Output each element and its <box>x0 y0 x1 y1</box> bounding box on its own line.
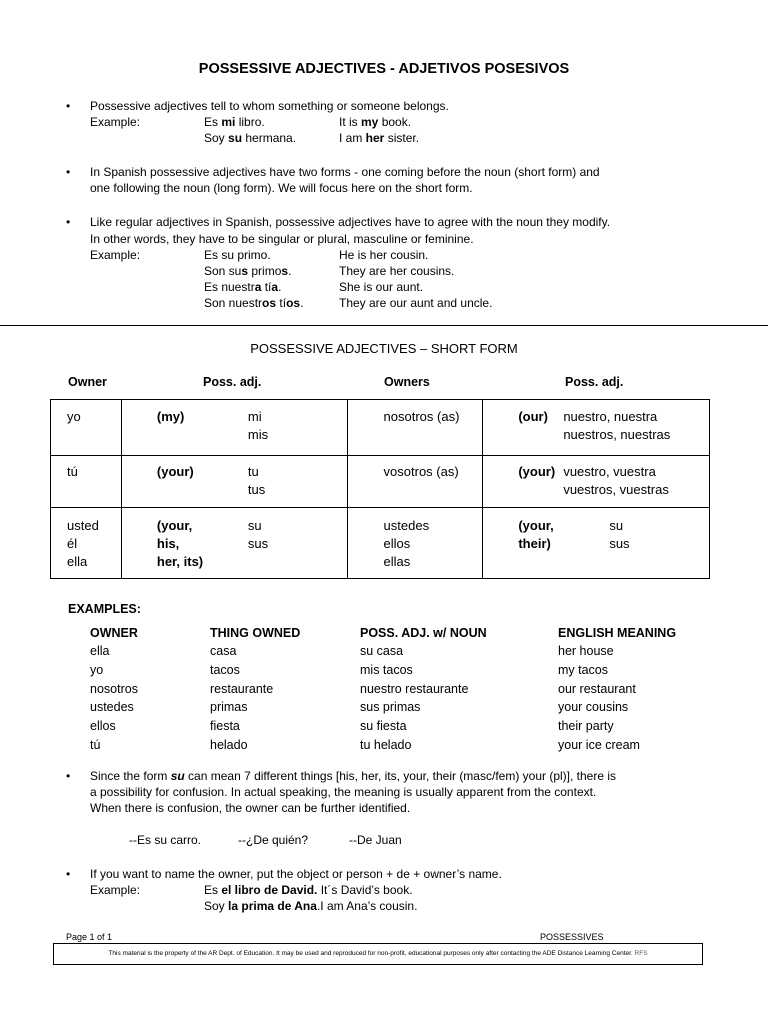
owner-note-line: If you want to name the owner, put the object or person + de + owner’s name. <box>90 867 502 881</box>
poss-plural-cell: (your) vuestro, vuestra vuestros, vuestras <box>483 456 710 508</box>
example-poss-noun: mis tacos <box>360 663 413 677</box>
example-english: They are her cousins. <box>339 264 455 278</box>
example-thing: tacos <box>210 663 240 677</box>
dialog-line: --De Juan <box>349 833 402 847</box>
bullet: • <box>66 215 71 229</box>
example-english: my tacos <box>558 663 609 677</box>
example-spanish: Son nuestros tíos. <box>204 296 304 310</box>
poss-cell: (your, his, her, its) su sus <box>121 508 347 579</box>
intro-agreement-line: In other words, they have to be singular or plural, masculine or feminine. <box>90 232 474 246</box>
example-owner: yo <box>90 663 104 677</box>
example-spanish: Es su primo. <box>204 248 271 262</box>
example-english: your ice cream <box>558 738 640 752</box>
example-english: He is her cousin. <box>339 248 429 262</box>
owners-cell: vosotros (as) <box>347 456 483 508</box>
example-owner: ella <box>90 644 110 658</box>
bullet: • <box>66 165 71 179</box>
page-number: Page 1 of 1 <box>66 932 113 942</box>
su-note-line: Since the form su can mean 7 different things [his, her, its, your, their (masc/fem) your (pl)], there is <box>90 769 617 783</box>
page-title: POSSESSIVE ADJECTIVES - ADJETIVOS POSESIVOS <box>198 61 570 77</box>
example-poss-noun: sus primas <box>360 700 421 714</box>
header-owner: Owner <box>68 375 107 389</box>
owner-cell: tú <box>51 456 122 508</box>
example-owner: nosotros <box>90 682 138 696</box>
example-english: I am her sister. <box>339 131 420 145</box>
example-english: It is my book. <box>339 115 412 129</box>
example-poss-noun: su casa <box>360 644 404 658</box>
example-label: Example: <box>90 248 141 262</box>
example-poss-noun: su fiesta <box>360 719 407 733</box>
intro-definition: Possessive adjectives tell to whom something or someone belongs. <box>90 99 449 113</box>
su-note-line: When there is confusion, the owner can be further identified. <box>90 801 411 815</box>
col-header-thing-owned: THING OWNED <box>210 626 301 640</box>
section-divider <box>0 325 768 326</box>
example-spanish: Soy su hermana. <box>204 131 297 145</box>
example-owner: ustedes <box>90 700 134 714</box>
short-form-title: POSSESSIVE ADJECTIVES – SHORT FORM <box>250 341 518 356</box>
possessive-table <box>50 399 710 579</box>
owners-cell: nosotros (as) <box>347 400 483 456</box>
section-name: POSSESSIVES <box>540 932 604 942</box>
poss-plural-cell: (our) nuestro, nuestra nuestros, nuestras <box>483 400 710 456</box>
dialog-line: --Es su carro. <box>129 833 202 847</box>
example-spanish: Es mi libro. <box>204 115 265 129</box>
poss-cell: (my) mi mis <box>121 400 347 456</box>
example-spanish: Es nuestra tía. <box>204 280 282 294</box>
header-poss-adj-plural: Poss. adj. <box>565 375 624 389</box>
col-header-owner: OWNER <box>90 626 138 640</box>
su-note-line: a possibility for confusion. In actual speaking, the meaning is usually apparent from the context. <box>90 785 597 799</box>
example-poss-noun: tu helado <box>360 738 412 752</box>
intro-forms-line: In Spanish possessive adjectives have two forms - one coming before the noun (short form) and <box>90 165 600 179</box>
example-thing: fiesta <box>210 719 240 733</box>
copyright-notice: This material is the property of the AR Dept. of Education. It may be used and reproduced for non-profit, educational purposes only after contacting the ADE Distance Learning Center. RFS <box>53 943 703 965</box>
example-label: Example: <box>90 883 141 897</box>
examples-label: EXAMPLES: <box>68 602 141 616</box>
owner-example: Soy la prima de Ana.I am Ana’s cousin. <box>204 899 418 913</box>
bullet: • <box>66 769 71 783</box>
poss-cell: (your) tu tus <box>121 456 347 508</box>
header-owners: Owners <box>384 375 430 389</box>
example-owner: tú <box>90 738 101 752</box>
owner-cell: usted él ella <box>51 508 122 579</box>
example-spanish: Son sus primos. <box>204 264 292 278</box>
table-row <box>51 508 710 579</box>
header-poss-adj: Poss. adj. <box>203 375 262 389</box>
example-english: your cousins <box>558 700 629 714</box>
example-thing: restaurante <box>210 682 274 696</box>
example-english: their party <box>558 719 614 733</box>
example-poss-noun: nuestro restaurante <box>360 682 469 696</box>
table-row <box>51 456 710 508</box>
example-english: She is our aunt. <box>339 280 424 294</box>
bullet: • <box>66 867 71 881</box>
example-thing: helado <box>210 738 248 752</box>
col-header-english-meaning: ENGLISH MEANING <box>558 626 677 640</box>
table-row <box>51 400 710 456</box>
example-owner: ellos <box>90 719 116 733</box>
example-english: her house <box>558 644 614 658</box>
example-english: They are our aunt and uncle. <box>339 296 493 310</box>
intro-forms-line: one following the noun (long form). We will focus here on the short form. <box>90 181 473 195</box>
intro-agreement-line: Like regular adjectives in Spanish, possessive adjectives have to agree with the noun they modify. <box>90 215 611 229</box>
bullet: • <box>66 99 71 113</box>
owner-cell: yo <box>51 400 122 456</box>
example-english: our restaurant <box>558 682 636 696</box>
poss-plural-cell: (your, their) su sus <box>483 508 710 579</box>
owner-example: Es el libro de David. It´s David’s book. <box>204 883 413 897</box>
example-thing: primas <box>210 700 248 714</box>
owners-cell: ustedes ellos ellas <box>347 508 483 579</box>
dialog-line: --¿De quién? <box>238 833 309 847</box>
col-header-poss-adj-noun: POSS. ADJ. w/ NOUN <box>360 626 487 640</box>
example-thing: casa <box>210 644 237 658</box>
example-label: Example: <box>90 115 141 129</box>
